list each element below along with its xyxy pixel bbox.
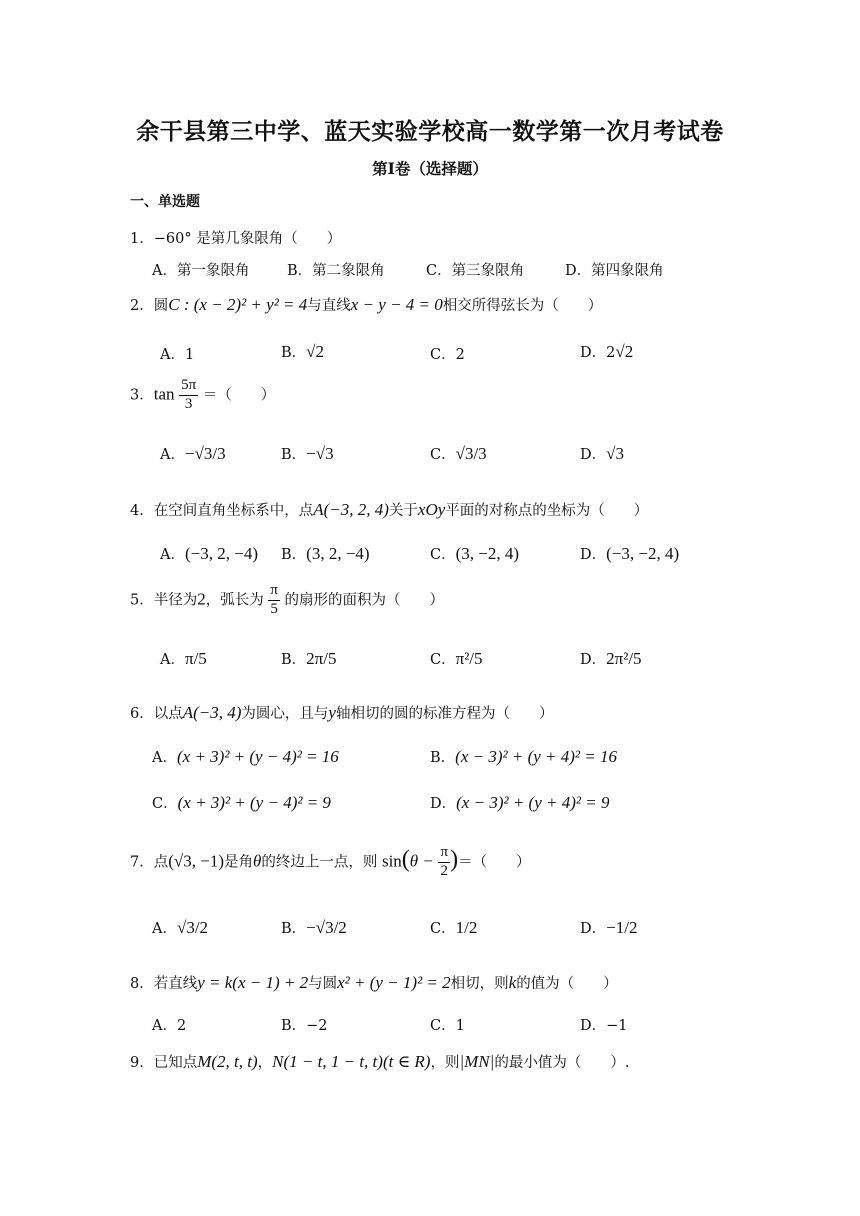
question-2: 2．圆C : (x − 2)² + y² = 4与直线x − y − 4 = 0相交所得弦长为（ ）: [130, 295, 603, 314]
question-6: 6．以点A(−3, 4)为圆心，且与y轴相切的圆的标准方程为（ ）: [130, 703, 554, 722]
q7-option-d: D．−1/2: [580, 918, 638, 937]
question-4: 4．在空间直角坐标系中，点A(−3, 2, 4)关于xOy平面的对称点的坐标为（ ）: [130, 500, 649, 519]
q5-option-a: A．π/5: [160, 649, 207, 668]
q6-option-a: A．(x + 3)² + (y − 4)² = 16: [152, 747, 339, 766]
q5-option-b: B．2π/5: [281, 649, 337, 668]
q7-option-a: A．√3/2: [152, 918, 209, 937]
q5-option-c: C．π²/5: [430, 649, 483, 668]
q4-option-d: D．(−3, −2, 4): [580, 544, 680, 563]
q1-option-a: A．第一象限角: [152, 263, 250, 279]
q7-option-b: B．−√3/2: [281, 918, 347, 937]
q8-option-c: C．1: [430, 1018, 465, 1034]
question-7: 7．点(√3, −1)是角θ的终边上一点，则 sin(θ − $\frac{\pi}{2}$ )＝（ ）: [130, 844, 531, 879]
q5-fraction: $\frac{\pi}{5}$: [270, 582, 278, 617]
q5-option-d: D．2π²/5: [580, 649, 642, 668]
q6-option-d: D．(x − 3)² + (y + 4)² = 9: [430, 793, 610, 812]
q4-option-a: A．(−3, 2, −4): [160, 544, 258, 563]
question-3: 3．tan $\frac{5\pi}{3}$ ＝（ ）: [130, 377, 276, 412]
section-heading: 一、单选题: [130, 194, 200, 210]
q3-fraction: $\frac{5\pi}{3}$: [181, 377, 197, 412]
q8-option-d: D．−1: [580, 1018, 628, 1034]
question-9: 9．已知点M(2, t, t)，N(1 − t, 1 − t, t)(t ∈ R)，则|MN|的最小值为（ ）.: [130, 1052, 630, 1071]
q4-option-b: B．(3, 2, −4): [281, 544, 370, 563]
q4-option-c: C．(3, −2, 4): [430, 544, 520, 563]
q1-option-d: D．第四象限角: [565, 263, 664, 279]
q8-option-b: B．−2: [281, 1018, 328, 1034]
q2-option-d: D．2√2: [580, 342, 634, 361]
question-8: 8．若直线y = k(x − 1) + 2与圆x² + (y − 1)² = 2相切，则k的值为（ ）: [130, 973, 618, 992]
question-5: 5．半径为2，弧长为 $\frac{\pi}{5}$ 的扇形的面积为（ ）: [130, 582, 445, 617]
q3-option-d: D．√3: [580, 444, 624, 463]
q8-option-a: A．2: [152, 1018, 187, 1034]
q3-option-a: A．−√3/3: [160, 444, 226, 463]
q2-option-a: A．1: [160, 347, 195, 363]
q6-option-b: B．(x − 3)² + (y + 4)² = 16: [430, 747, 617, 766]
q7-fraction: $\frac{\pi}{2}$: [440, 844, 449, 879]
q7-option-c: C．1/2: [430, 918, 478, 937]
exam-title: 余干县第三中学、蓝天实验学校高一数学第一次月考试卷: [136, 118, 724, 145]
q2-option-c: C．2: [430, 347, 465, 363]
q3-option-c: C．√3/3: [430, 444, 487, 463]
sin-function: sin: [381, 851, 402, 871]
q2-option-b: B．√2: [281, 342, 324, 361]
q3-option-b: B．−√3: [281, 444, 334, 463]
q1-option-b: B．第二象限角: [287, 263, 385, 279]
part-title: 第Ⅰ卷（选择题）: [372, 159, 488, 178]
question-1: 1．−60° 是第几象限角（ ）: [130, 231, 342, 247]
q1-option-c: C．第三象限角: [426, 263, 525, 279]
q6-option-c: C．(x + 3)² + (y − 4)² = 9: [152, 793, 331, 812]
